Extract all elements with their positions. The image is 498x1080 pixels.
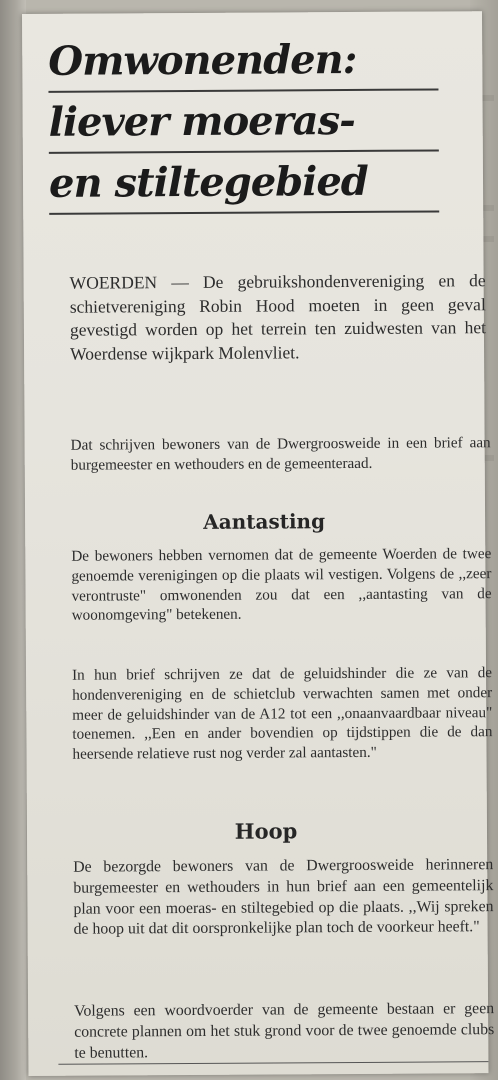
body-paragraph: Volgens een woordvoerder van de gemeente bestaan er geen concrete plannen om het stuk grond voor de twee genoemde clubs te benutten. — [74, 1000, 495, 1062]
headline-line: Omwonenden: — [48, 29, 438, 92]
headline-line: en stiltegebied — [49, 151, 439, 214]
headline-line: liever moeras- — [48, 90, 438, 153]
article-headline — [48, 29, 439, 214]
newspaper-clipping — [22, 11, 495, 1076]
body-paragraph: In hun brief schrijven ze dat de geluidshinder die ze van de hondenvereniging en de schietclub verwachten samen met onder meer de geluidshinder van de A12 tot een ,,onaanvaardbaar niveau" toenemen. ,,Een en ander bovendien op tijdstippen die de dan heersende relatieve rust nog verder zal aantasten." — [71, 664, 493, 763]
subheading-hoop: Hoop — [234, 818, 298, 844]
body-paragraph: De bezorgde bewoners van de Dwergroosweide herinneren burgemeester en wethouders in hun brief aan een gemeentelijk plan voor een moeras- en stiltegebied op die plaats. ,,Wij spreken de hoop uit dat dit oorspronkelijke plan toch de voorkeur heeft." — [73, 856, 494, 939]
subheading-aantasting: Aantasting — [203, 509, 326, 534]
lead-paragraph: WOERDEN — De gebruikshondenvereniging en de schietvereniging Robin Hood moeten in geen geval gevestigd worden op het terrein ten zuidwesten van het Woerdense wijkpark Molenvliet. — [69, 270, 486, 364]
body-paragraph: Dat schrijven bewoners van de Dwergroosweide in een brief aan burgemeester en wethouders en de gemeenteraad. — [70, 434, 491, 474]
body-paragraph: De bewoners hebben vernomen dat de gemeente Woerden de twee genoemde verenigingen op die plaats wil vestigen. Volgens de ,,zeer verontruste" omwonenden zou dat een ,,aantasting van de woonomgeving" betekenen. — [71, 545, 492, 625]
